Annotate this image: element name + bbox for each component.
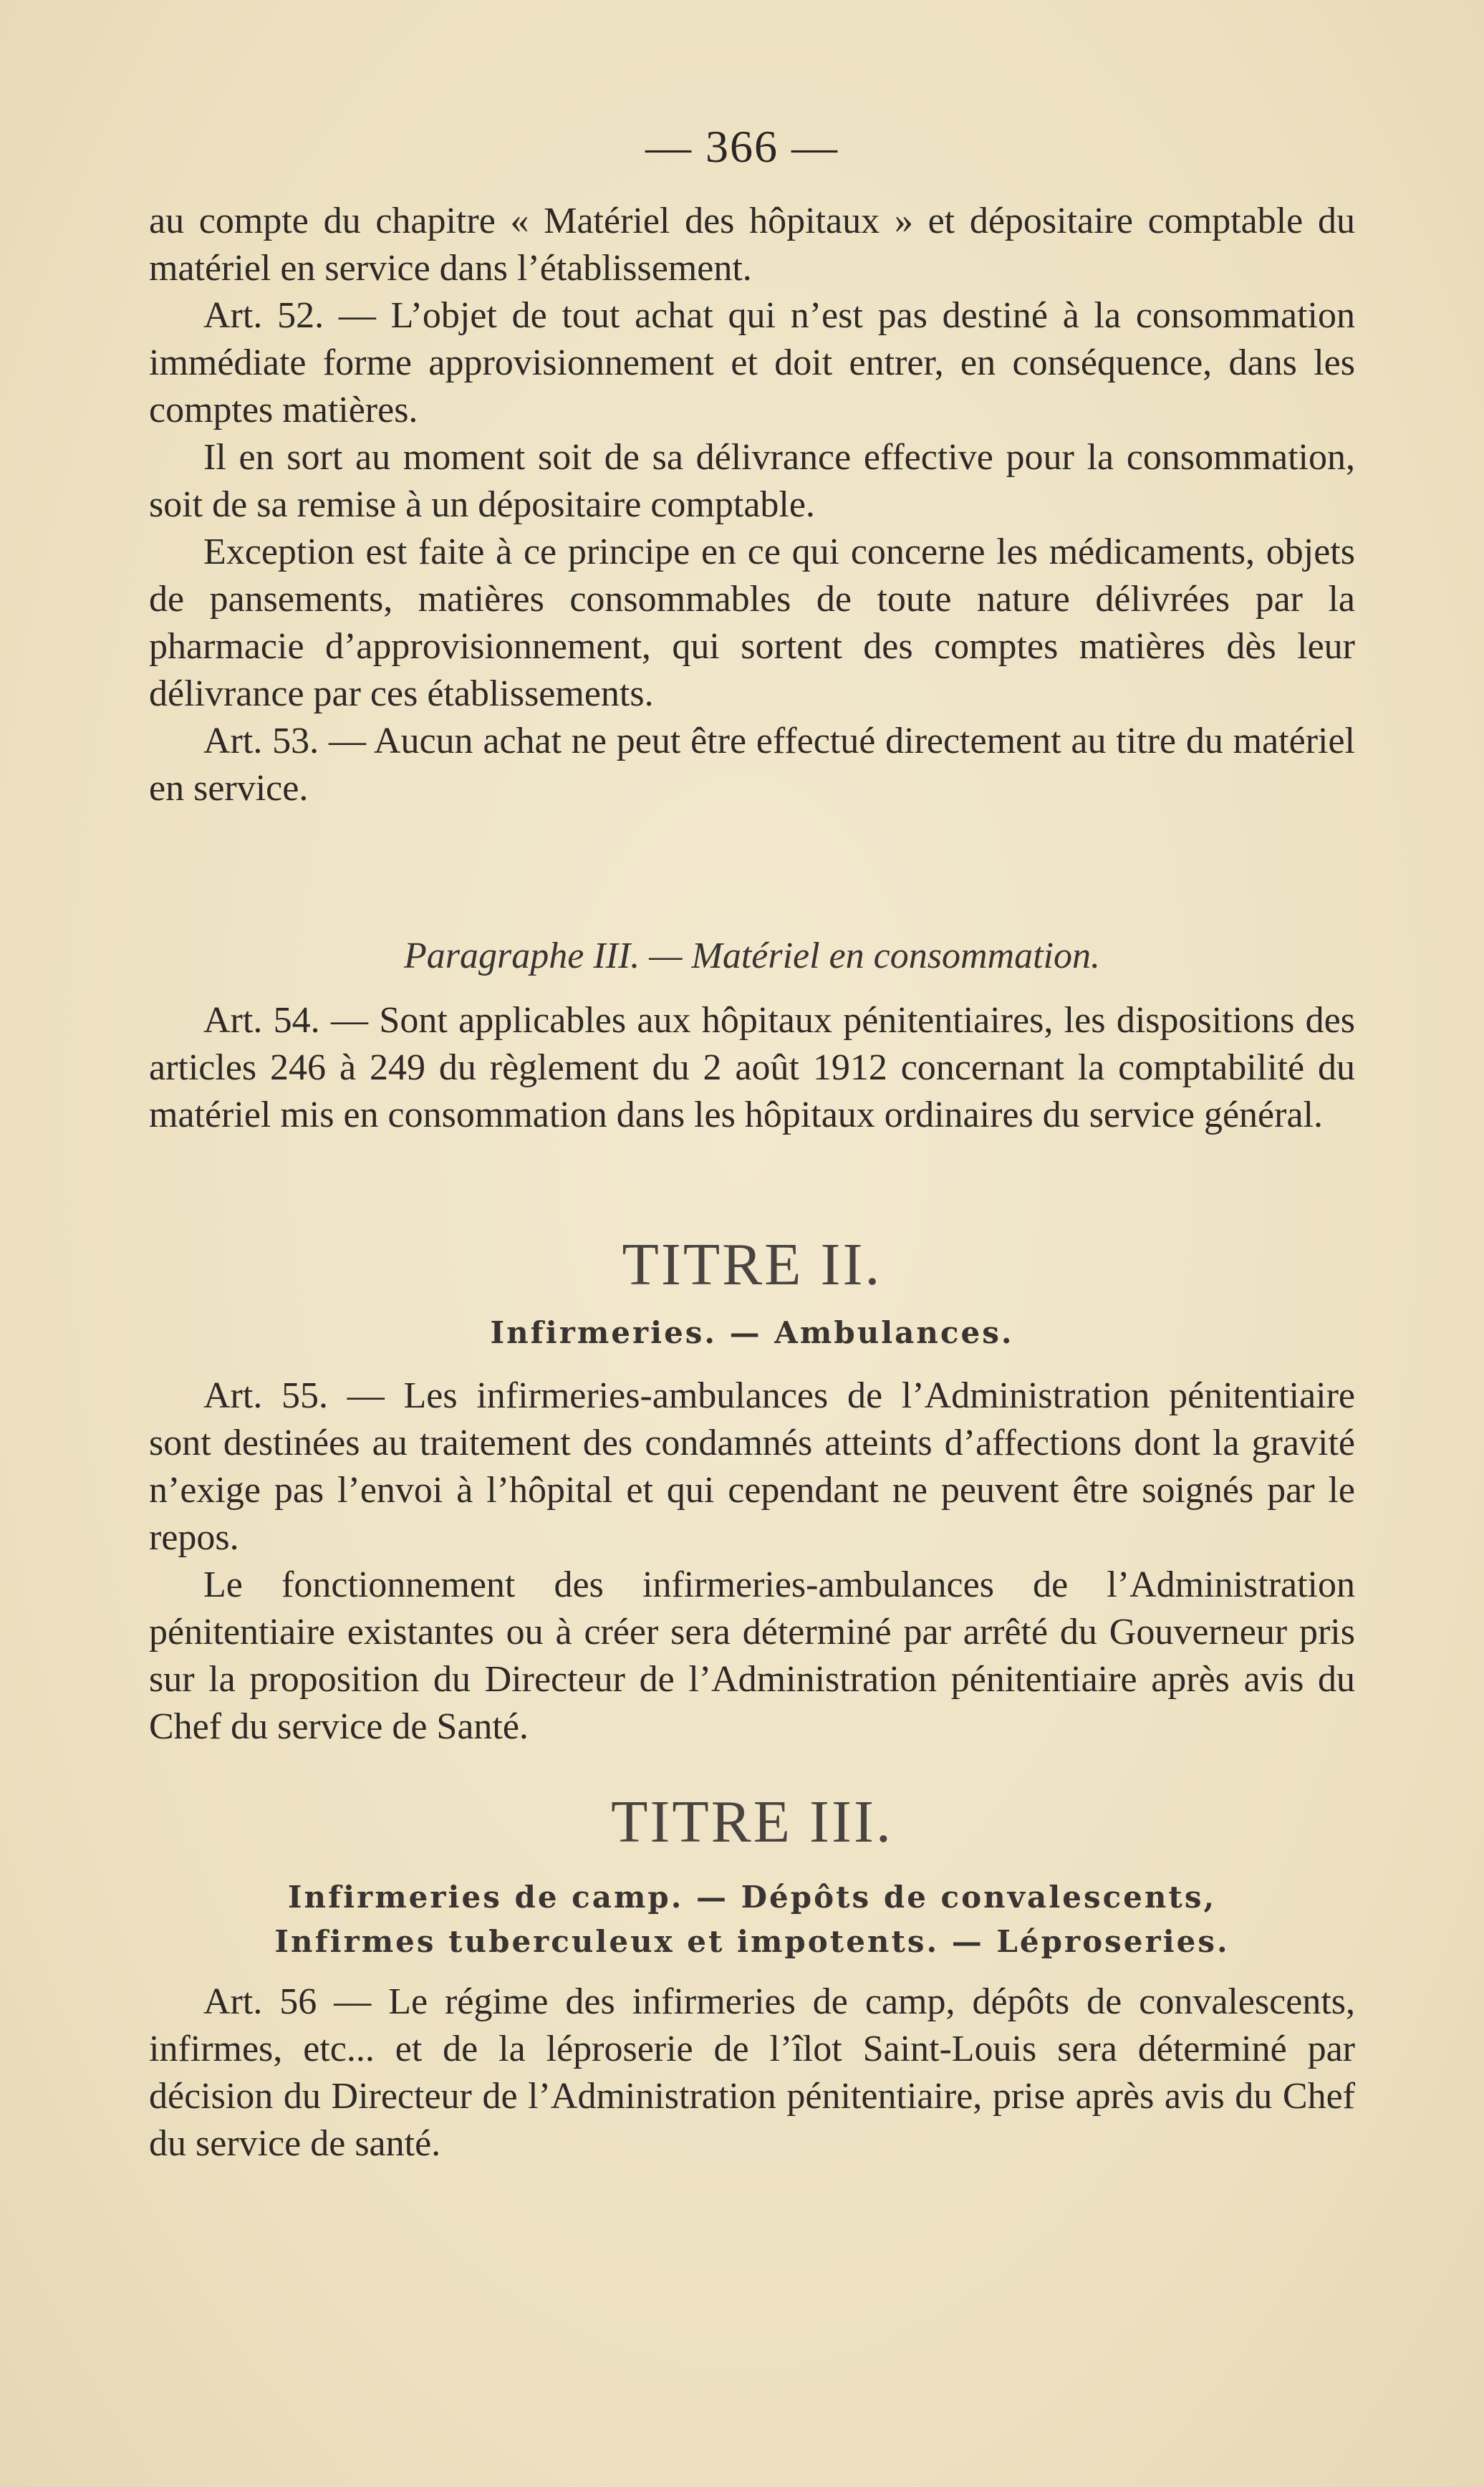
page-number: — 366 —: [645, 121, 839, 172]
text-block-articles-52-53: [149, 198, 1355, 812]
paragraph-fonctionnement: Le fonctionnement des infirmeries-ambulances de l’Administration pénitentiaire existantes ou à créer sera déterminé par arrêté du Gouverneur pris sur la proposition du Directeur de l’Administration pénitentiaire après avis du Chef du service de Santé.: [149, 1564, 1355, 1747]
paragraph-art-52: Art. 52. — L’objet de tout achat qui n’est pas destiné à la consommation immédiate forme approvisionnement et doit entrer, en conséquence, dans les comptes matières.: [149, 295, 1355, 430]
paragraph-art-55: Art. 55. — Les infirmeries-ambulances de l’Administration pénitentiaire sont destinées au traitement des condamnés atteints d’affections dont la gravité n’exige pas l’envoi à l’hôpital et qui cependant ne peuvent être soignés par le repos.: [149, 1375, 1355, 1558]
paragraph-exception: Exception est faite à ce principe en ce qui concerne les médicaments, objets de pansements, matières consommables de toute nature délivrées par la pharmacie d’approvisionnement, qui sortent des comptes matières dès leur délivrance par ces établissements.: [149, 531, 1355, 714]
text-block-article-55: [149, 1372, 1355, 1751]
text-block-article-56: [149, 1978, 1355, 2168]
paragraph-art-54: Art. 54. — Sont applicables aux hôpitaux pénitentiaires, les dispositions des articles 246 à 249 du règlement du 2 août 1912 concernant la comptabilité du matériel mis en consommation dans les hôpitaux ordinaires du service général.: [149, 1000, 1355, 1135]
paragraph-continuation: au compte du chapitre « Matériel des hôpitaux » et dépositaire comptable du matériel en service dans l’établissement.: [149, 201, 1355, 289]
titre-2-heading: TITRE II.: [622, 1231, 882, 1298]
titre-3-heading: TITRE III.: [611, 1789, 893, 1855]
titre-3-subtitle-line-1: Infirmeries de camp. — Dépôts de convalescents,: [287, 1880, 1217, 1915]
paragraph-art-53: Art. 53. — Aucun achat ne peut être effectué directement au titre du matériel en service.: [149, 721, 1355, 809]
paragraph-art-52-cont: Il en sort au moment soit de sa délivrance effective pour la consommation, soit de sa remise à un dépositaire comptable.: [149, 437, 1355, 525]
paragraph-art-56: Art. 56 — Le régime des infirmeries de camp, dépôts de convalescents, infirmes, etc... et de la léproserie de l’îlot Saint-Louis sera déterminé par décision du Directeur de l’Administration pénitentiaire, prise après avis du Chef du service de santé.: [149, 1981, 1355, 2164]
titre-2-subtitle: Infirmeries. — Ambulances.: [490, 1315, 1014, 1350]
paragraph-heading: Paragraphe III. — Matériel en consommation.: [404, 935, 1100, 976]
text-block-article-54: [149, 997, 1355, 1139]
titre-3-subtitle-line-2: Infirmes tuberculeux et impotents. — Léproseries.: [274, 1924, 1230, 1959]
